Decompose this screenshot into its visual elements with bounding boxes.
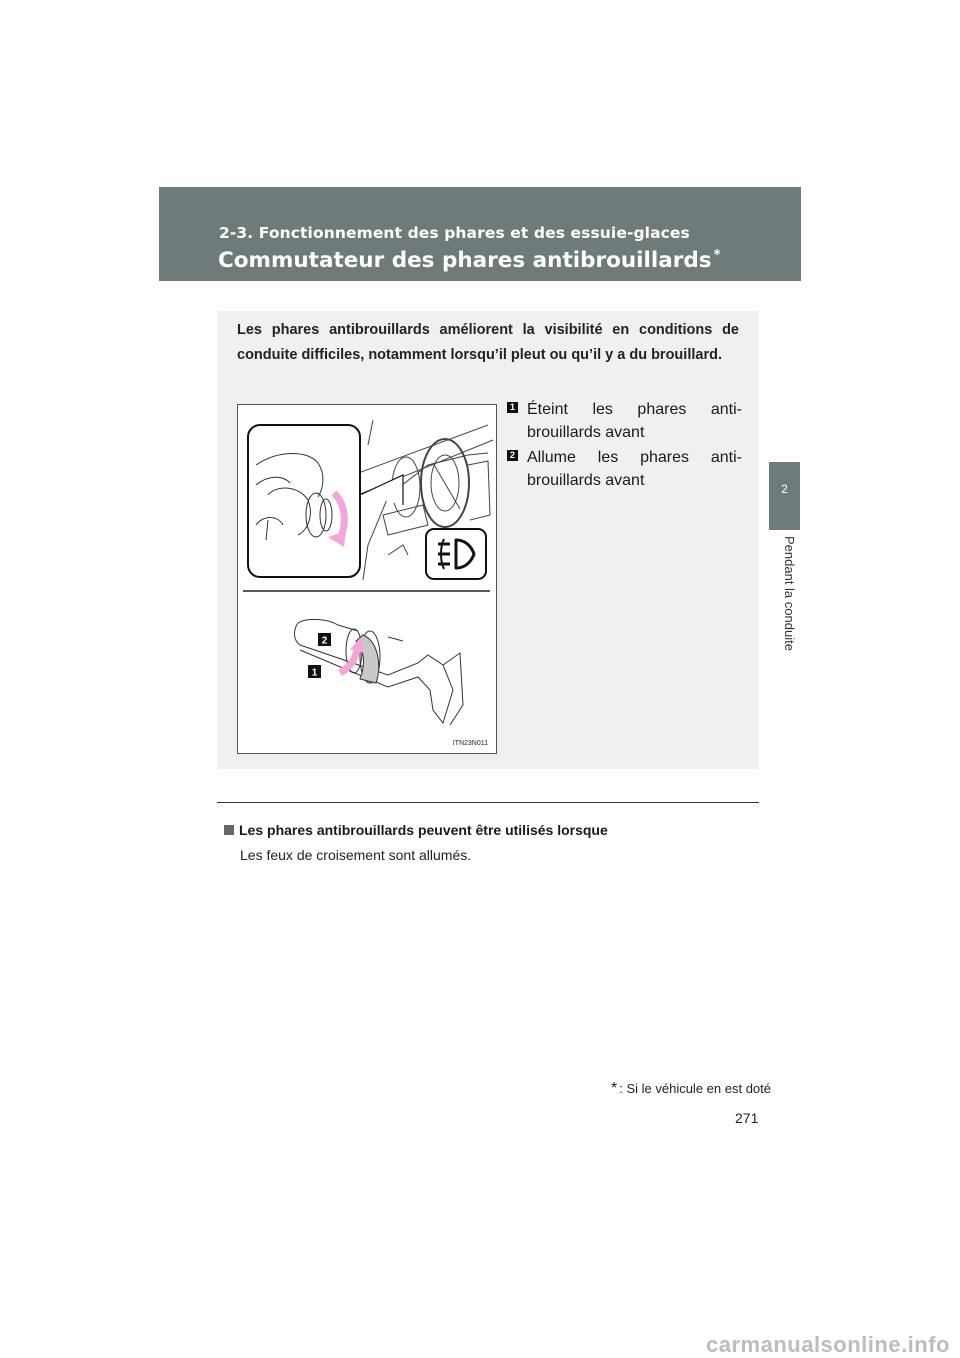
section-title: 2-3. Fonctionnement des phares et des essuie-glaces: [219, 224, 690, 242]
asterisk-icon: *: [611, 1080, 618, 1097]
footnote-text: : Si le véhicule en est doté: [619, 1081, 771, 1096]
note-heading: [224, 822, 608, 838]
label-2: 2: [321, 635, 328, 647]
chapter-label: Pendant la conduite: [782, 536, 797, 651]
section-divider: [217, 802, 759, 803]
watermark: carmanualsonline.info: [706, 1332, 950, 1357]
square-bullet-icon: [224, 825, 234, 835]
intro-paragraph: Les phares antibrouillards améliorent la visibilité en conditions de conduite difficiles, notamment lorsqu’il pleut ou qu’il y a du brouillard.: [237, 322, 739, 363]
footnote: [611, 1080, 771, 1098]
item-text: Éteint les phares anti-brouillards avant: [527, 401, 742, 441]
page-title: [218, 248, 720, 273]
chapter-number: 2: [781, 482, 788, 496]
note-heading-text: Les phares antibrouillards peuvent être utilisés lorsque: [239, 822, 608, 838]
item-number-badge: 1: [507, 402, 518, 413]
chapter-tab: [769, 462, 800, 530]
illustration-svg: [238, 405, 496, 753]
equipment-mark: *: [713, 248, 721, 263]
fog-light-switch-illustration: [237, 404, 497, 754]
note-text: Les feux de croisement sont allumés.: [240, 847, 472, 863]
label-1: 1: [311, 667, 318, 679]
page-title-text: Commutateur des phares antibrouillards: [218, 248, 712, 274]
figure-code: ITN23N011: [452, 740, 488, 747]
rotation-arrow-stalk-head: [350, 637, 364, 653]
callout-pointer: [360, 475, 403, 505]
item-number-badge: 2: [507, 450, 518, 461]
item-text: Allume les phares anti-brouillards avant: [527, 449, 742, 489]
page-number: 271: [735, 1110, 759, 1126]
